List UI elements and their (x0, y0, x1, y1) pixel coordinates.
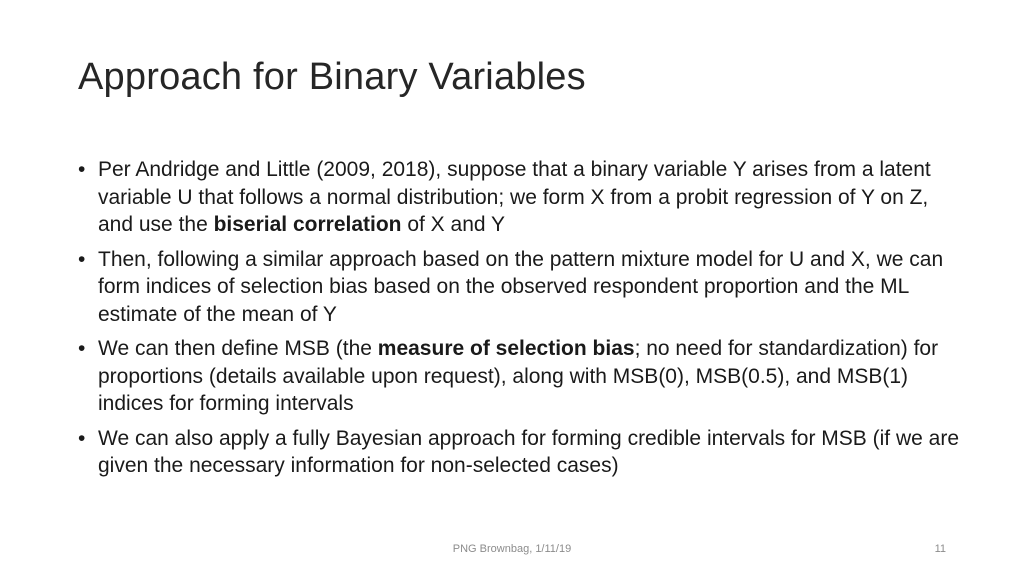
bullet-3-bold-term: measure of selection bias (377, 337, 635, 360)
bullet-list (78, 156, 968, 487)
bullet-4-text: We can also apply a fully Bayesian approach for forming credible intervals for MSB (if we are given the necessary information for non-selected cases) (98, 426, 960, 477)
bullet-item-2 (78, 246, 968, 329)
slide-page-number: 11 (934, 543, 946, 555)
bullet-1-bold-term: biserial correlation (213, 213, 402, 236)
bullet-3-text: We can then define MSB (the (98, 337, 378, 360)
slide-footer: PNG Brownbag, 1/11/19 (452, 543, 572, 555)
slide-title: Approach for Binary Variables (78, 56, 586, 98)
bullet-2-text: Then, following a similar approach based on the pattern mixture model for U and X, we can form indices of selection bias based on the observed respondent proportion and the ML estimate of the mean of Y (98, 247, 944, 326)
bullet-1-text: Per Andridge and Little (2009, 2018), suppose that a binary variable Y arises from a latent variable U that follows a normal distribution; we form X from a probit regression of Y on Z, and use the (98, 158, 931, 236)
bullet-item-3 (78, 335, 968, 418)
bullet-1-text-end: of X and Y (401, 213, 506, 236)
bullet-item-4 (78, 425, 968, 480)
bullet-3-text-end: ; no need for standardization) for proportions (details available upon request), along with MSB(0), MSB(0.5), and MSB(1) indices for forming intervals (98, 337, 939, 415)
bullet-item-1 (78, 156, 968, 239)
